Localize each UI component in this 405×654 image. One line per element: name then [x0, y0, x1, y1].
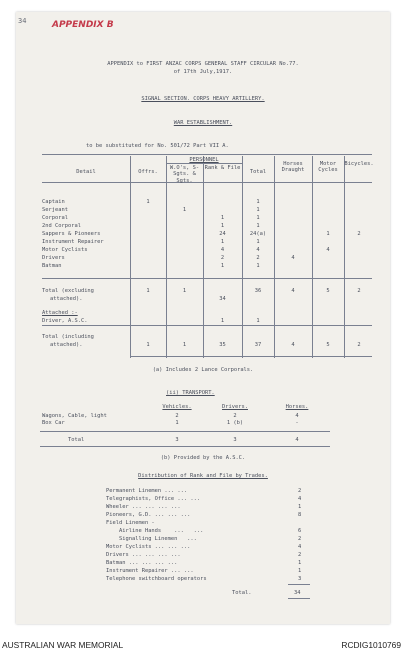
attached-label-1: Attached :- — [42, 310, 78, 316]
total-excl-bicycles: 2 — [357, 288, 361, 294]
row-detail: Serjeant — [42, 207, 68, 213]
trade-value: 6 — [298, 528, 302, 534]
appendix-stamp: APPENDIX B — [52, 20, 114, 30]
row-horses: 4 — [291, 255, 295, 261]
transport-heading — [166, 390, 215, 396]
row-rank-file: 2 — [220, 255, 225, 261]
transport-rule-bottom — [40, 446, 330, 447]
trade-label: Permanent Linemen ... ... — [106, 488, 188, 494]
row-total: 1 — [256, 199, 260, 205]
row-sgts: 1 — [182, 207, 187, 213]
row-detail: Motor Cyclists — [42, 247, 88, 253]
trade-value: 1 — [298, 568, 302, 574]
col-rank-file: Rank & File — [204, 165, 241, 171]
trade-label: Batman ... ... ... ... — [106, 560, 178, 566]
row-motor: 4 — [326, 247, 330, 253]
table-col-line — [312, 156, 313, 358]
col-offrs: Offrs. — [138, 169, 158, 175]
note-b: (b) Provided by the A.S.C. — [160, 455, 246, 461]
title-line-2: of 17th July,1917. — [173, 69, 233, 75]
row-detail: Batman — [42, 263, 62, 269]
trade-label: Telephone switchboard operators — [106, 576, 207, 582]
row-total: 1 — [256, 207, 260, 213]
attached-rank-file: 1 — [220, 318, 225, 324]
transport-row-label-2: Box Car — [42, 420, 65, 426]
transport-total-vehicles: 3 — [175, 437, 179, 443]
row-rank-file: 1 — [220, 239, 225, 245]
total-excl-label-2: attached). — [50, 296, 83, 302]
transport-col-horses: Horses. — [285, 404, 309, 410]
trade-label: Signalling Linemen ... — [106, 536, 197, 542]
note-a: (a) Includes 2 Lance Corporals. — [152, 367, 254, 373]
trade-label: Airline Hands ... ... — [106, 528, 204, 534]
table-rule-top — [42, 154, 372, 155]
trade-value: 8 — [298, 512, 302, 518]
trade-label: Instrument Repairer ... ... — [106, 568, 194, 574]
col-detail: Detail — [76, 169, 96, 175]
transport-total-drivers: 3 — [233, 437, 237, 443]
footer-institution: AUSTRALIAN WAR MEMORIAL — [2, 640, 124, 650]
row-total: 1 — [256, 215, 260, 221]
transport-r2-drivers: 1 (b) — [226, 420, 244, 426]
total-incl-rank-file: 35 — [219, 342, 226, 348]
total-incl-motor: 5 — [326, 342, 330, 348]
trades-heading: Distribution of Rank and File by Trades. — [138, 473, 268, 479]
total-incl-sgts: 1 — [182, 342, 187, 348]
trade-value: 2 — [298, 488, 302, 494]
total-excl-horses: 4 — [291, 288, 295, 294]
row-total: 24(a) — [249, 231, 267, 237]
total-excl-label-1: Total (excluding — [42, 288, 94, 294]
substitution-note: to be substituted for No. 501/72 Part VII A. — [86, 143, 229, 149]
row-detail: Corporal — [42, 215, 68, 221]
col-motor-cycles: Motor Cycles — [318, 161, 338, 174]
total-excl-offrs: 1 — [146, 288, 150, 294]
row-detail: 2nd Corporal — [42, 223, 81, 229]
total-excl-motor: 5 — [326, 288, 330, 294]
total-incl-label-2: attached). — [50, 342, 83, 348]
trades-rule-bottom — [288, 598, 310, 599]
trade-value: 3 — [298, 576, 302, 582]
transport-r2-vehicles: 1 — [175, 420, 179, 426]
total-incl-offrs: 1 — [146, 342, 150, 348]
total-excl-rank-file: 34 — [219, 296, 226, 302]
col-horses: Horses Draught — [281, 161, 305, 174]
col-group-personnel: PERSONNEL — [189, 157, 219, 163]
trade-label: Drivers ... ... ... ... — [106, 552, 181, 558]
table-rule-bottom — [130, 356, 372, 357]
row-detail: Captain — [42, 199, 65, 205]
attached-label-2: Driver, A.S.C. — [42, 318, 88, 324]
total-rule — [42, 278, 372, 279]
trade-label: Motor Cyclists ... ... ... — [106, 544, 191, 550]
transport-r1-horses: 4 — [295, 413, 299, 419]
transport-row-label-1: Wagons, Cable, light — [42, 413, 107, 419]
row-rank-file: 1 — [220, 223, 225, 229]
attached-rule — [42, 325, 372, 326]
total-incl-total: 37 — [254, 342, 262, 348]
table-col-line — [130, 156, 131, 358]
title-line-1: APPENDIX to FIRST ANZAC CORPS GENERAL STAFF CIRCULAR No.77. — [107, 61, 299, 67]
transport-col-vehicles: Vehicles. — [162, 404, 192, 410]
table-col-line — [344, 156, 345, 358]
trade-label: Telegraphists, Office ... ... — [106, 496, 201, 502]
total-incl-bicycles: 2 — [357, 342, 361, 348]
trade-value: 1 — [298, 504, 302, 510]
row-rank-file: 1 — [220, 263, 225, 269]
transport-rule — [40, 431, 330, 432]
col-total: Total — [249, 169, 267, 175]
attached-total: 1 — [256, 318, 260, 324]
row-rank-file: 24 — [219, 231, 226, 237]
row-rank-file: 1 — [220, 215, 225, 221]
total-excl-total: 36 — [254, 288, 262, 294]
trade-value: 4 — [298, 496, 302, 502]
col-sgts: W.O's, S-Sgts. & Sgts. — [169, 165, 200, 184]
page-number: 34 — [18, 17, 27, 25]
transport-heading-text: (ii) TRANSPORT. — [166, 390, 215, 396]
transport-r2-horses: - — [295, 420, 299, 426]
trade-label: Pioneers, G.D. ... ... ... — [106, 512, 191, 518]
row-total: 1 — [256, 223, 260, 229]
row-total: 1 — [256, 263, 260, 269]
transport-total-label: Total — [68, 437, 85, 443]
trades-rule — [288, 584, 310, 585]
transport-r1-drivers: 2 — [233, 413, 237, 419]
trades-total-label: Total. — [232, 590, 252, 596]
row-total: 1 — [256, 239, 260, 245]
establishment-heading: WAR ESTABLISHMENT. — [173, 120, 233, 126]
table-col-line — [166, 156, 167, 358]
row-detail: Drivers — [42, 255, 65, 261]
trades-total-value: 34 — [294, 590, 301, 596]
trade-value: 2 — [298, 552, 302, 558]
trade-label: Wheeler ... ... ... ... — [106, 504, 181, 510]
total-excl-sgts: 1 — [182, 288, 187, 294]
row-total: 4 — [256, 247, 260, 253]
transport-col-drivers: Drivers. — [222, 404, 248, 410]
total-incl-label-1: Total (including — [42, 334, 94, 340]
trade-value: 4 — [298, 544, 302, 550]
row-detail: Sappers & Pioneers — [42, 231, 101, 237]
document-page — [16, 12, 390, 624]
trade-label: Field Linemen - — [106, 520, 155, 526]
archive-footer — [0, 632, 405, 654]
trade-value: 1 — [298, 560, 302, 566]
row-total: 2 — [256, 255, 260, 261]
header-rule — [42, 182, 372, 183]
row-bicycles: 2 — [357, 231, 361, 237]
total-incl-horses: 4 — [291, 342, 295, 348]
row-detail: Instrument Repairer — [42, 239, 104, 245]
trade-value: 2 — [298, 536, 302, 542]
footer-record-id: RCDIG1010769 — [341, 640, 401, 650]
row-motor: 1 — [326, 231, 330, 237]
transport-total-horses: 4 — [295, 437, 299, 443]
col-bicycles: Bicycles. — [344, 161, 374, 167]
row-offrs: 1 — [146, 199, 150, 205]
row-rank-file: 4 — [220, 247, 225, 253]
transport-r1-vehicles: 2 — [175, 413, 179, 419]
section-heading: SIGNAL SECTION. CORPS HEAVY ARTILLERY. — [141, 96, 265, 102]
